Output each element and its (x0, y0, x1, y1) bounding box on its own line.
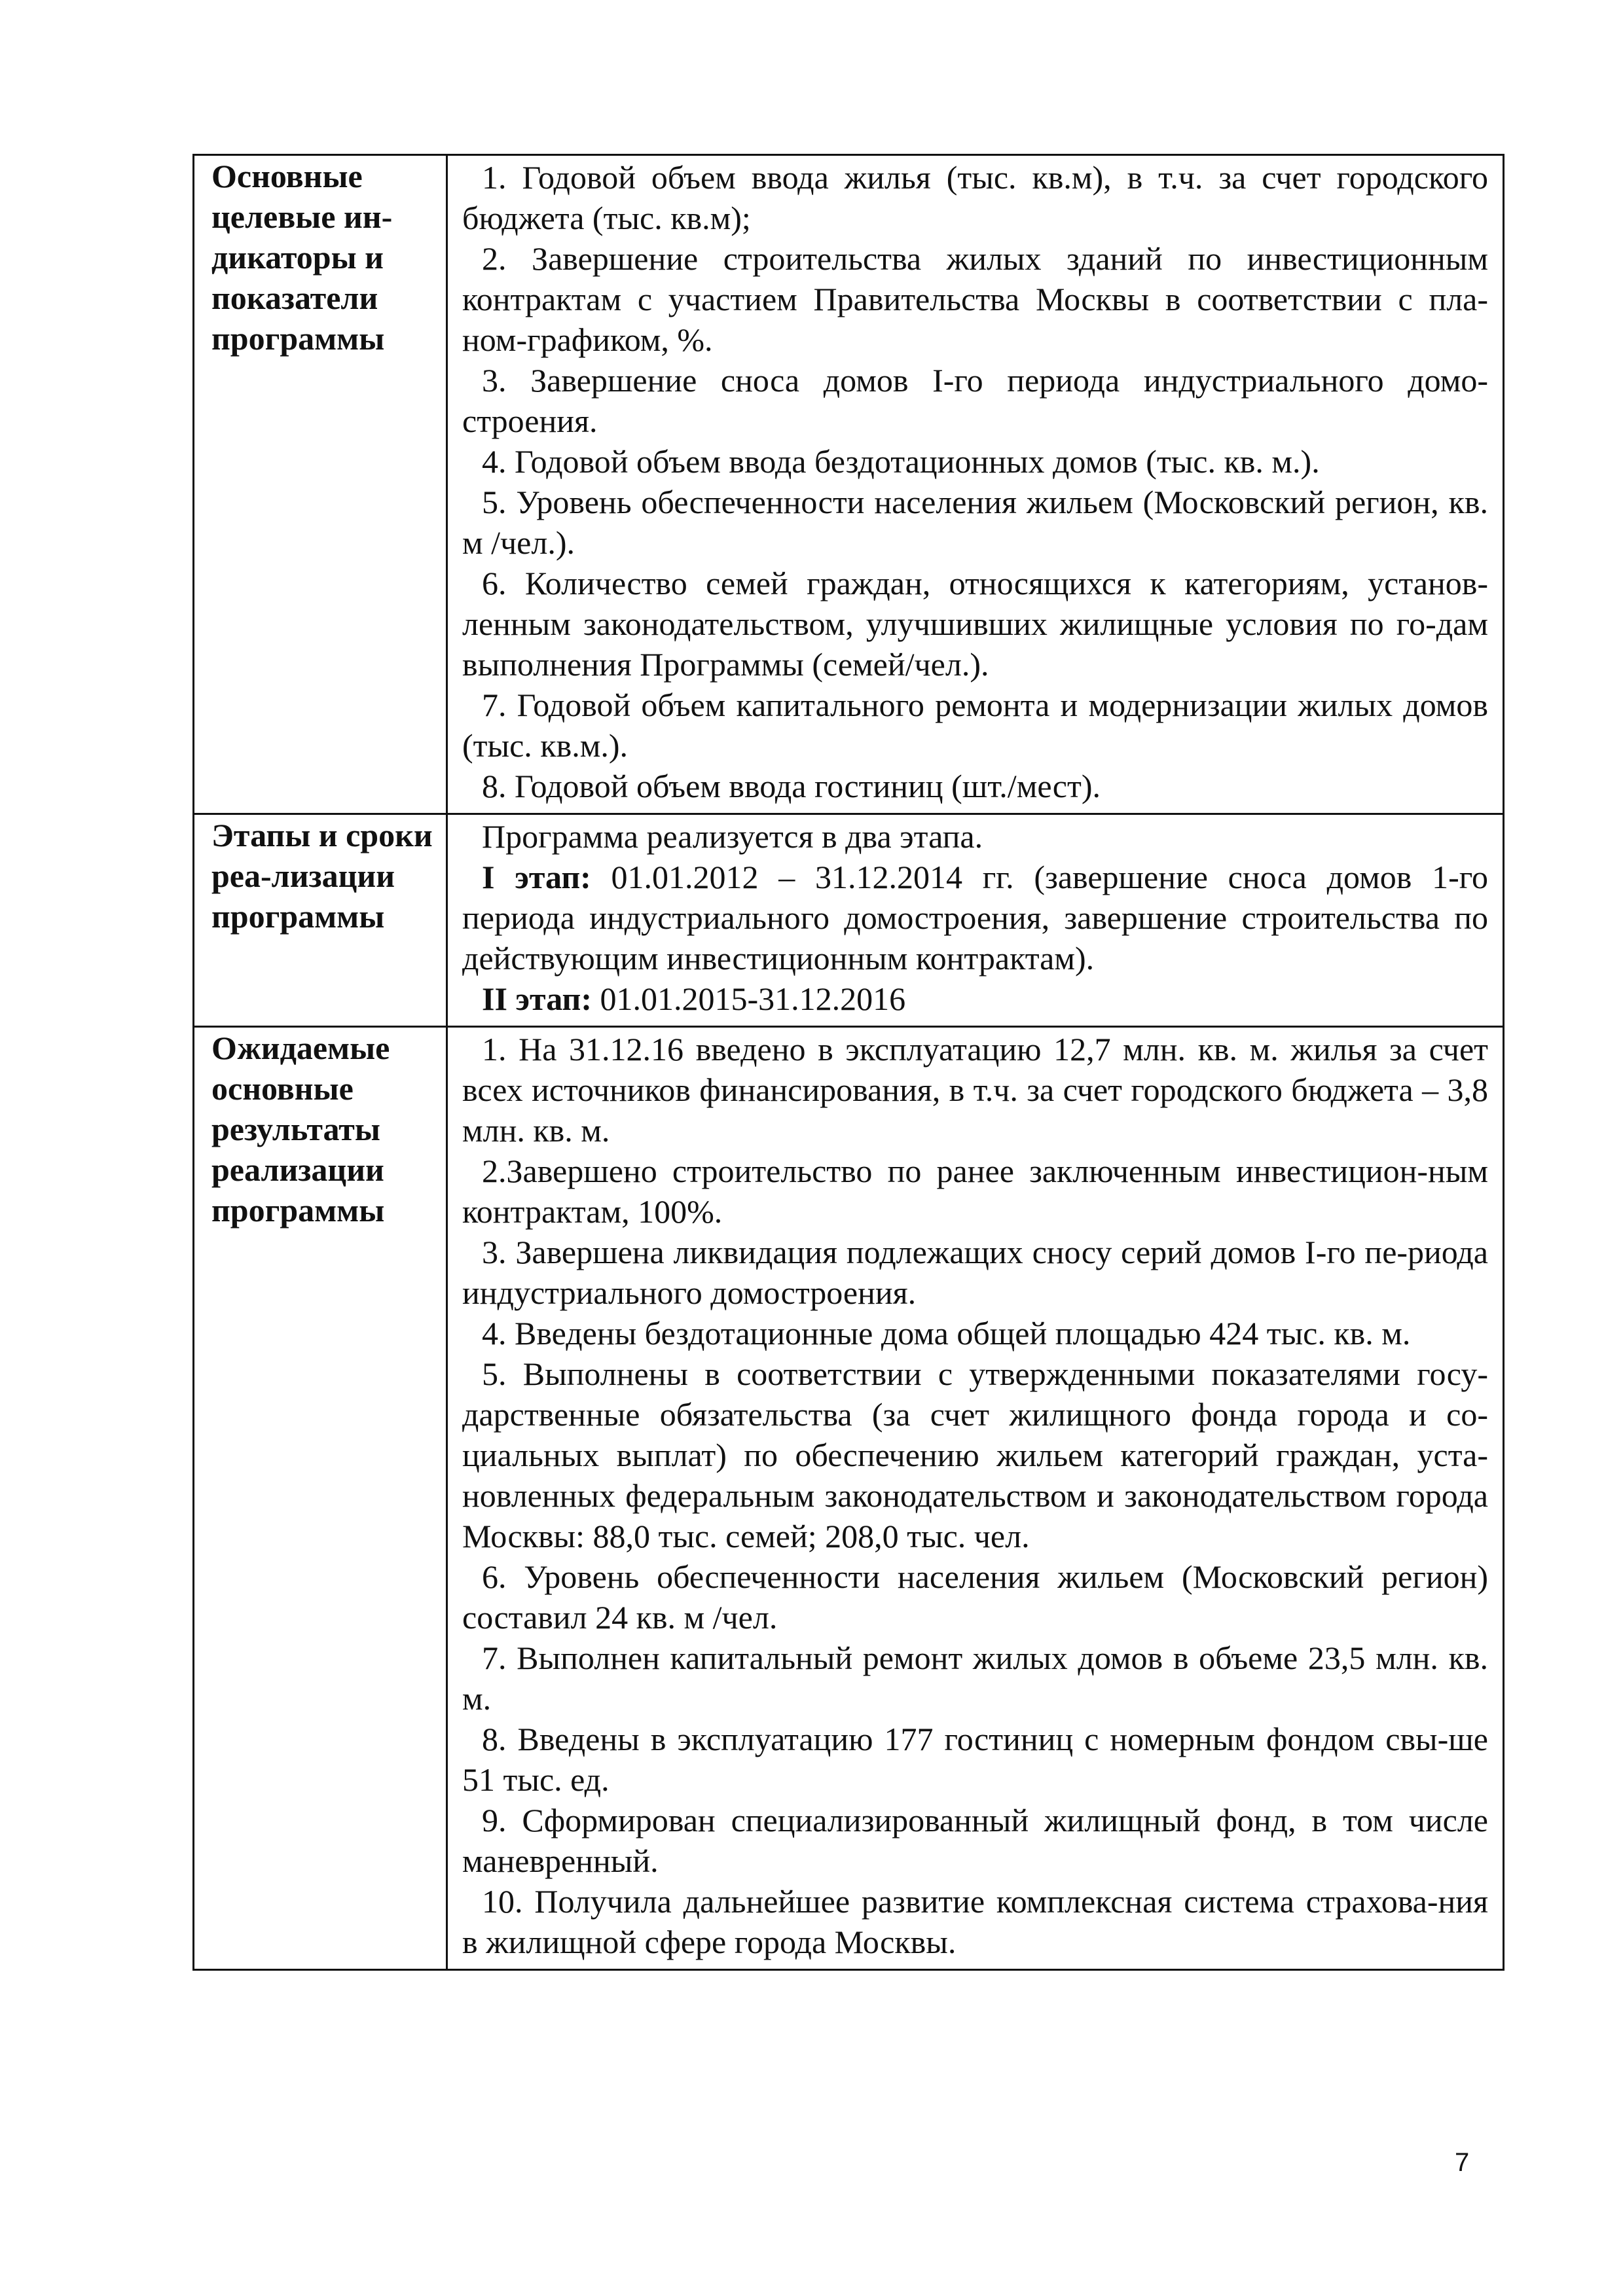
row-content-stages (447, 814, 1504, 1027)
row-label-indicators: Основные целевые ин-дикаторы и показатели программы (194, 155, 447, 814)
list-item: 5. Выполнены в соответствии с утвержденными показателями госу-дарственные обязательства (за счет жилищного фонда города и со-циальных выплат) по обеспечению жильем категорий граждан, уста-новленных федеральным законодательством и законодательством города Москвы: 88,0 тыс. семей; 208,0 тыс. чел. (462, 1355, 1488, 1554)
list-item: 5. Уровень обеспеченности населения жильем (Московский регион, кв. м /чел.). (462, 484, 1488, 561)
list-item: 6. Количество семей граждан, относящихся к категориям, установ-ленным законодательством, улучшивших жилищные условия по го-дам выполнения Программы (семей/чел.). (462, 565, 1488, 683)
stage-1-label: I этап: (482, 859, 591, 895)
list-item: 4. Введены бездотационные дома общей площадью 424 тыс. кв. м. (482, 1315, 1411, 1352)
row-content-results (447, 1027, 1504, 1970)
list-item: 9. Сформирован специализированный жилищный фонд, в том числе маневренный. (462, 1802, 1488, 1879)
list-item: 3. Завершение сноса домов I-го периода индустриального домо-строения. (462, 362, 1488, 439)
table-row-indicators (194, 155, 1504, 814)
list-item: 2.Завершено строительство по ранее заключенным инвестицион-ным контрактам, 100%. (462, 1153, 1488, 1230)
stage-2-text: 01.01.2015-31.12.2016 (592, 980, 906, 1017)
stage-1 (462, 857, 1488, 978)
list-item: 6. Уровень обеспеченности населения жильем (Московский регион) составил 24 кв. м /чел. (462, 1558, 1488, 1636)
row-content-indicators (447, 155, 1504, 814)
page-number: 7 (1455, 2148, 1470, 2177)
row-label-results: Ожидаемые основные результаты реализации программы (194, 1027, 447, 1970)
list-item: 10. Получила дальнейшее развитие комплексная система страхова-ния в жилищной сфере города Москвы. (462, 1883, 1488, 1960)
list-item: 7. Годовой объем капитального ремонта и модернизации жилых домов (тыс. кв.м.). (462, 687, 1488, 764)
list-item: 7. Выполнен капитальный ремонт жилых домов в объеме 23,5 млн. кв. м. (462, 1640, 1488, 1717)
stage-1-text: 01.01.2012 – 31.12.2014 гг. (завершение сноса домов 1-го периода индустриального домостроения, завершение строительства по действующим инвестиционным контрактам). (462, 859, 1489, 977)
row-label-stages: Этапы и сроки реа-лизации программы (194, 814, 447, 1027)
stage-2 (462, 978, 1488, 1019)
list-item: 3. Завершена ликвидация подлежащих сносу серий домов I-го пе-риода индустриального домостроения. (462, 1234, 1488, 1311)
stage-2-label: II этап: (482, 980, 592, 1017)
table-row-results (194, 1027, 1504, 1970)
list-item: 2. Завершение строительства жилых зданий по инвестиционным контрактам с участием Правительства Москвы в соответствии с пла-ном-графиком, %. (462, 240, 1488, 358)
list-item: 8. Годовой объем ввода гостиниц (шт./мест). (482, 768, 1101, 804)
stages-intro: Программа реализуется в два этапа. (482, 818, 983, 855)
table-row-stages (194, 814, 1504, 1027)
list-item: 1. На 31.12.16 введено в эксплуатацию 12,7 млн. кв. м. жилья за счет всех источников финансирования, в т.ч. за счет городского бюджета – 3,8 млн. кв. м. (462, 1031, 1488, 1149)
list-item: 4. Годовой объем ввода бездотационных домов (тыс. кв. м.). (482, 443, 1320, 480)
program-passport-table (192, 154, 1504, 1971)
list-item: 8. Введены в эксплуатацию 177 гостиниц с номерным фондом свы-ше 51 тыс. ед. (462, 1721, 1488, 1798)
list-item: 1. Годовой объем ввода жилья (тыс. кв.м), в т.ч. за счет городского бюджета (тыс. кв.м); (462, 159, 1488, 236)
